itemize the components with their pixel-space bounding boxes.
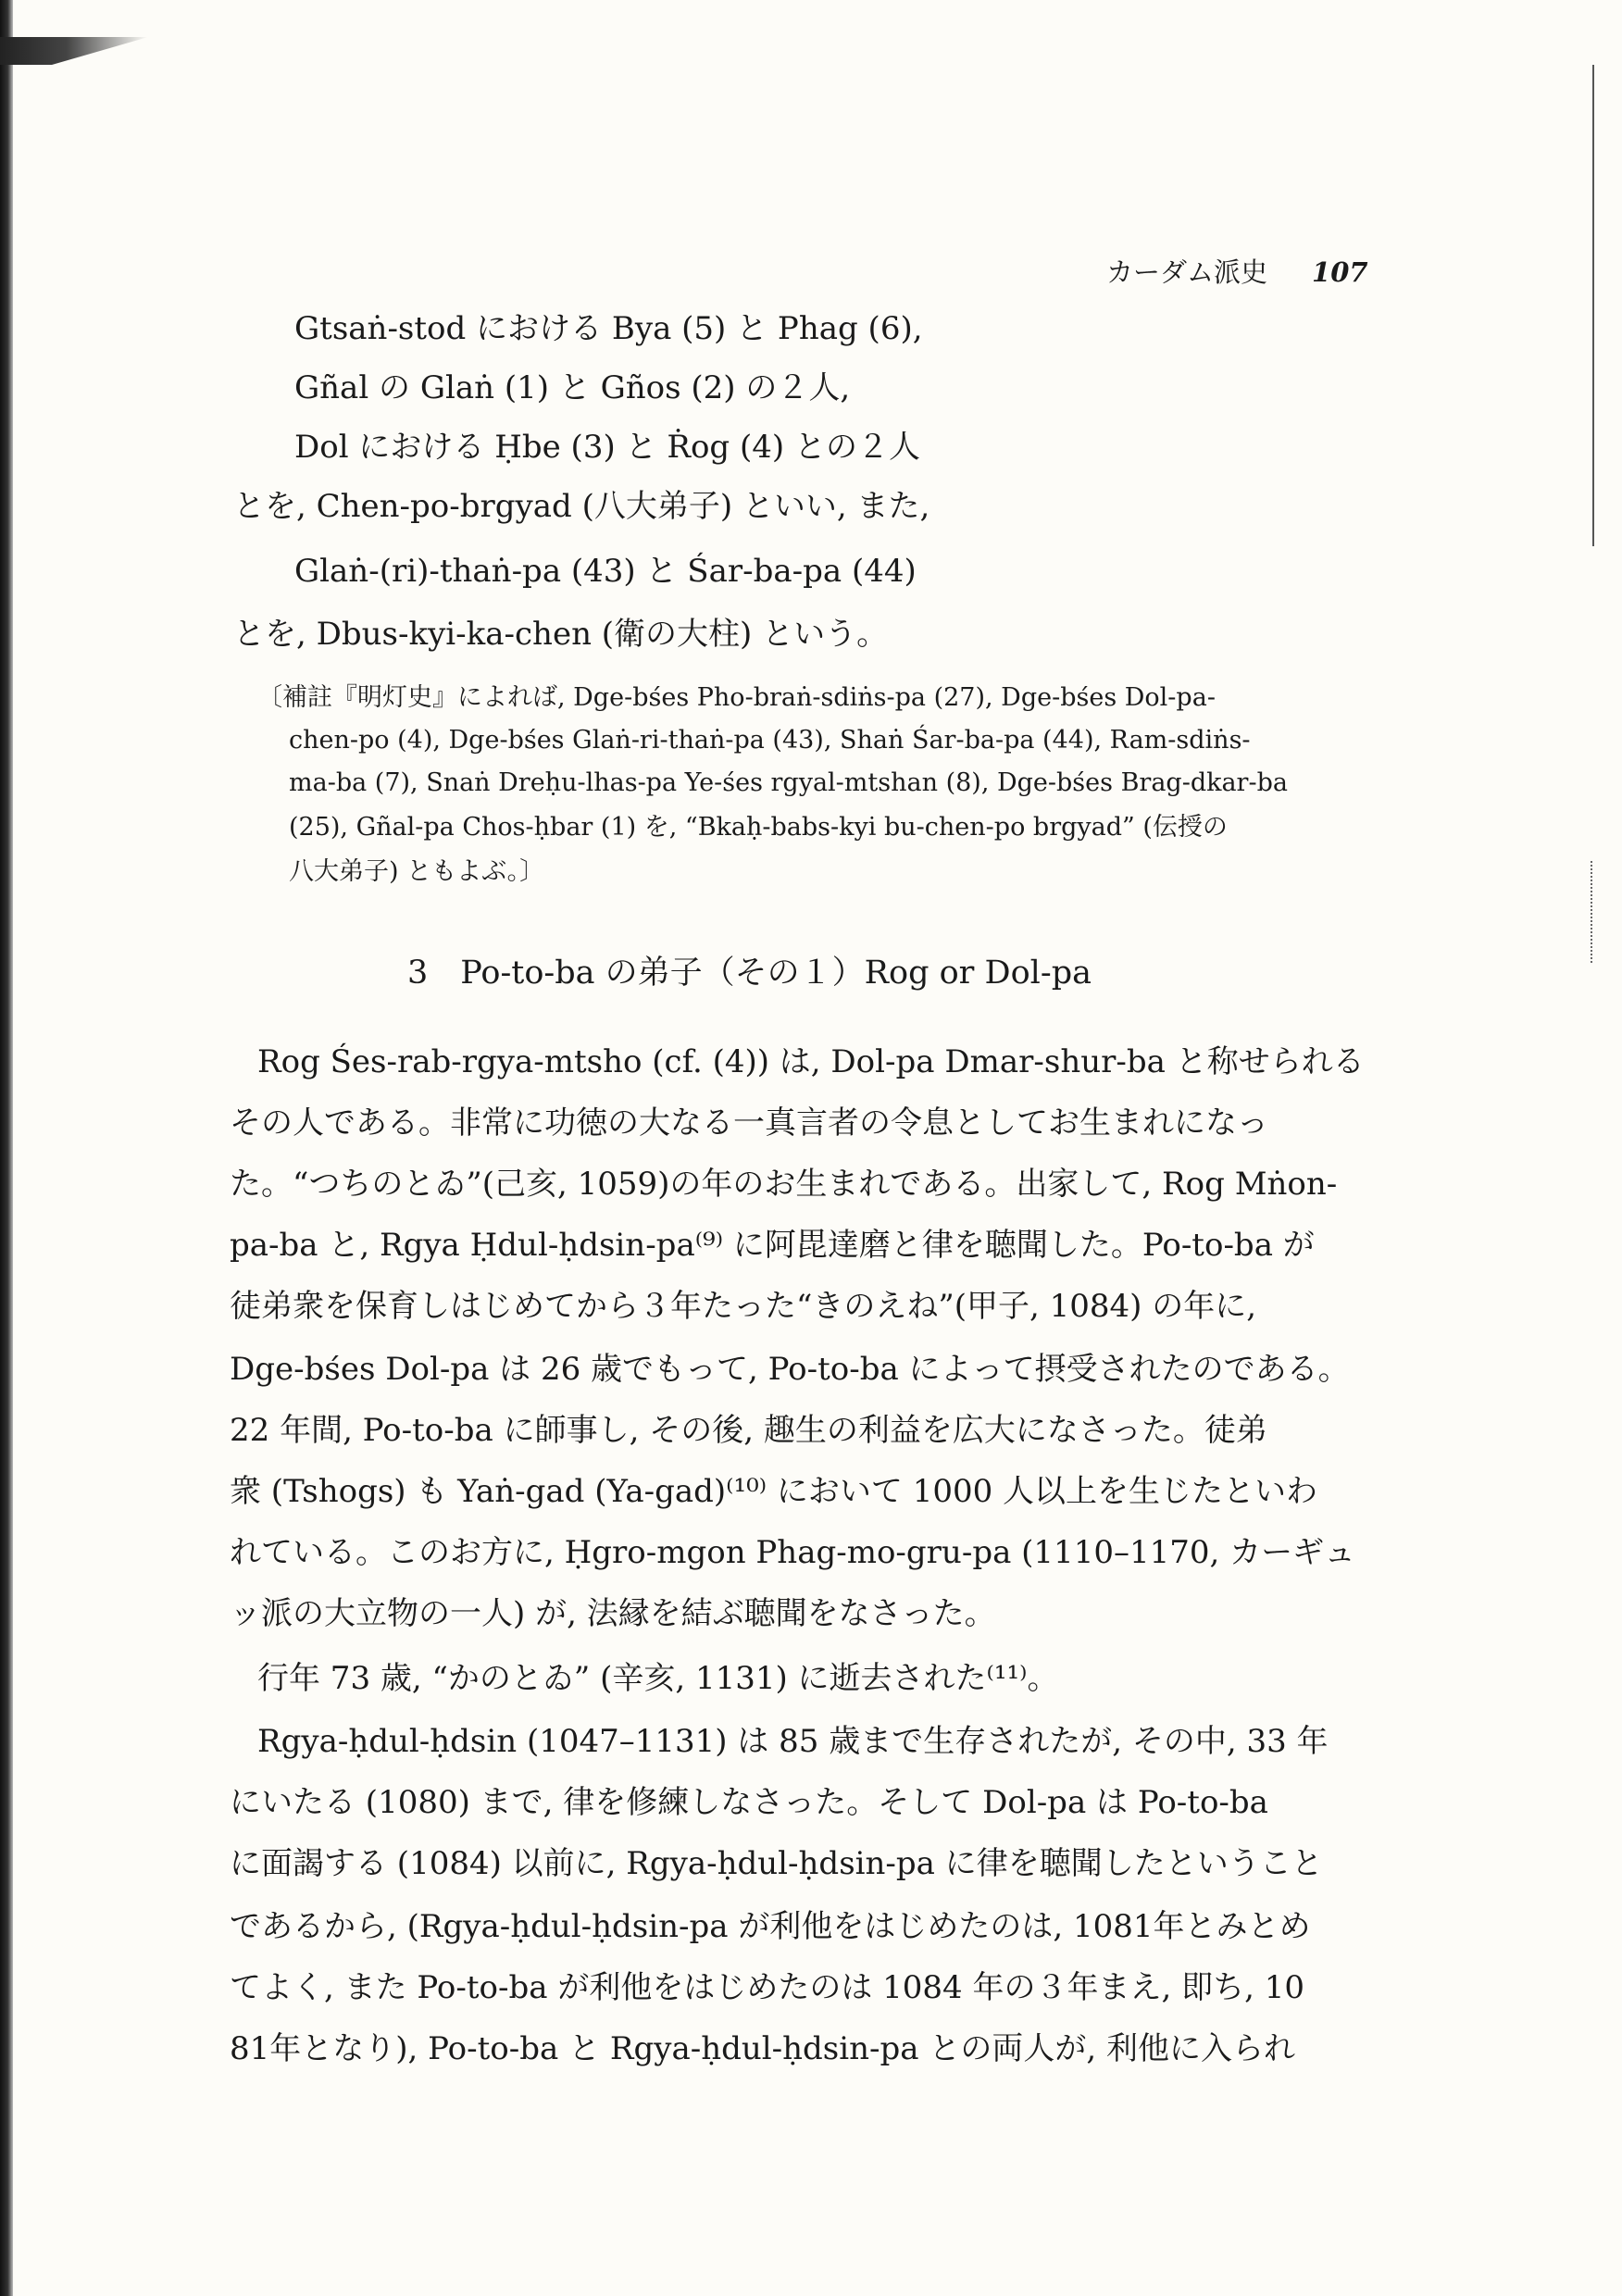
body-line: てよく, また Po-to-ba が利他をはじめたのは 1084 年の３年まえ, 即ち, 10	[230, 1969, 1304, 2006]
body-line: 徒弟衆を保育しはじめてから３年たった“きのえね”(甲子, 1084) の年に,	[230, 1288, 1257, 1325]
note-line: 〔補註『明灯史』によれば, Dge-bśes Pho-braṅ-sdiṅs-pa (27), Dge-bśes Dol-pa-	[257, 683, 1216, 712]
body-line: 81年となり), Po-to-ba と Rgya-ḥdul-ḥdsin-pa との両人が, 利他に入られ	[230, 2030, 1295, 2067]
body-line: れている。このお方に, Ḥgro-mgon Phag-mo-gru-pa (1110–1170, カーギュ	[230, 1534, 1356, 1571]
body-line: Rog Śes-rab-rgya-mtsho (cf. (4)) は, Dol-pa Dmar-shur-ba と称せられる	[257, 1043, 1365, 1080]
note-line: chen-po (4), Dge-bśes Glaṅ-ri-thaṅ-pa (43), Shaṅ Śar-ba-pa (44), Ram-sdiṅs-	[289, 726, 1251, 755]
body-line: ッ派の大立物の一人) が, 法縁を結ぶ聴聞をなさった。	[230, 1595, 996, 1632]
page-number: 107	[1312, 256, 1368, 288]
body-line: にいたる (1080) まで, 律を修練しなさった。そして Dol-pa は Po-to-ba	[230, 1784, 1268, 1821]
list-line: Gtsaṅ-stod における Bya (5) と Phag (6),	[294, 310, 923, 347]
book-binding-shadow	[0, 0, 13, 2296]
running-header	[1106, 252, 1368, 290]
list-line: Gñal の Glaṅ (1) と Gños (2) の２人,	[294, 369, 851, 406]
body-line: 22 年間, Po-to-ba に師事し, その後, 趣生の利益を広大になさった。徒弟	[230, 1412, 1267, 1449]
page-edge-dots	[1591, 861, 1594, 963]
list-line: とを, Dbus-kyi-ka-chen (衛の大柱) という。	[233, 616, 889, 653]
list-line: Dol における Ḥbe (3) と Ṙog (4) との２人	[294, 429, 920, 466]
body-line: であるから, (Rgya-ḥdul-ḥdsin-pa が利他をはじめたのは, 1081年とみとめ	[230, 1908, 1311, 1945]
note-line: (25), Gñal-pa Chos-ḥbar (1) を, “Bkaḥ-babs-kyi bu-chen-po brgyad” (伝授の	[289, 813, 1228, 842]
body-line: pa-ba と, Rgya Ḥdul-ḥdsin-pa⁽⁹⁾ に阿毘達磨と律を聴聞した。Po-to-ba が	[230, 1227, 1315, 1264]
list-line: とを, Chen-po-brgyad (八大弟子) といい, また,	[233, 488, 930, 525]
body-line: Rgya-ḥdul-ḥdsin (1047–1131) は 85 歳まで生存されたが, その中, 33 年	[257, 1723, 1329, 1760]
body-line: 行年 73 歳, “かのとゐ” (辛亥, 1131) に逝去された⁽¹¹⁾。	[257, 1660, 1059, 1697]
note-line: ma-ba (7), Snaṅ Dreḥu-lhas-pa Ye-śes rgyal-mtshan (8), Dge-bśes Brag-dkar-ba	[289, 768, 1288, 797]
list-line: Glaṅ-(ri)-thaṅ-pa (43) と Śar-ba-pa (44)	[294, 553, 917, 590]
body-line: 衆 (Tshogs) も Yaṅ-gad (Ya-gad)⁽¹⁰⁾ において 1000 人以上を生じたといわ	[230, 1473, 1318, 1510]
body-line: Dge-bśes Dol-pa は 26 歳でもって, Po-to-ba によって摂受されたのである。	[230, 1351, 1350, 1388]
binding-corner-shadow	[0, 37, 148, 65]
running-title: カーダム派史	[1106, 256, 1268, 288]
note-line: 八大弟子) ともよぶ。〕	[289, 857, 545, 886]
body-line: その人である。非常に功徳の大なる一真言者の令息としてお生まれになっ	[230, 1104, 1268, 1142]
page-edge-line	[1592, 65, 1594, 546]
body-line: た。“つちのとゐ”(己亥, 1059)の年のお生まれである。出家して, Rog Mṅon-	[230, 1166, 1338, 1203]
section-heading: 3 Po-to-ba の弟子（その１）Rog or Dol-pa	[407, 955, 1092, 992]
body-line: に面謁する (1084) 以前に, Rgya-ḥdul-ḥdsin-pa に律を聴聞したということ	[230, 1845, 1323, 1882]
